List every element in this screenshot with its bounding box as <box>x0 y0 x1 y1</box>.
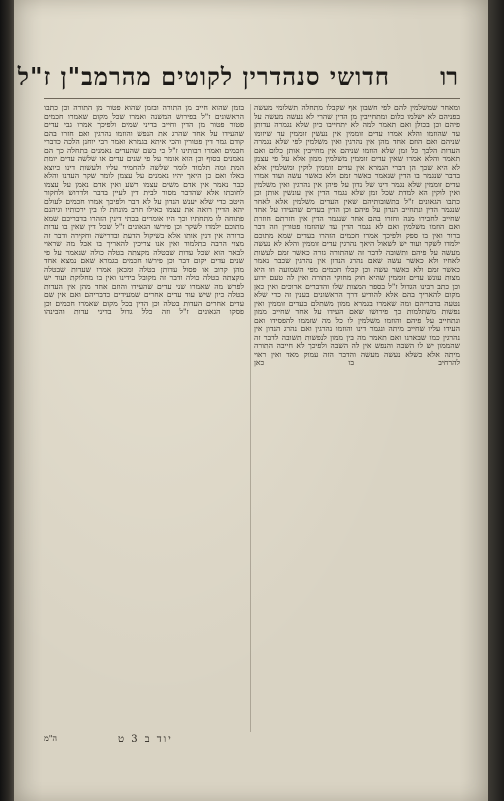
document-page <box>14 0 488 801</box>
running-header <box>17 60 460 99</box>
column-divider <box>250 104 251 732</box>
book-edge-shadow <box>488 0 504 801</box>
paragraph: ומאחר שמשלמין להם לפי חשבון אף שקבלו מתחלה תשלומי מעשה בפניהם לא ישלמו כלום ומתחייבין מן הדין שהרי לא נעשה מעשה על פיהם וכן בכולן ואם תאמר למה לא יתחייבו כיון שלא נגמרה עדותן עד שהוזמו והלא אמרו עדים זוממין אין נעשין זוממין עד שיזומו שניהם ואם הוזם אחד מהן אין נהרגין ואין משלמין לפי שלא נגמרה העדות הלכך כל זמן שלא הוזמו שניהם אין מחייבין אותן כלום ואם תאמר והלא אמרו שאין עדים זוממין משלמין ממון אלא על פי עצמן לא היא שכך הן דברי הגמרא אין עדים זוממין לוקין ומשלמין אלא בדבר שנגמר בו הדין שנאמר כאשר זמם ולא כאשר עשה ועוד אמרו עדים זוממין שלא נגמר דינו של נדון על פיהן אין נהרגין ואין משלמין ואין לוקין הא למדת שכל זמן שלא נגמר הדין אין עונשין אותן וכן כתבו הגאונים ז"ל בתשובותיהם שאין העדים משלמין אלא לאחר שנגמר הדין ונתחייב הנדון על פיהם וכן הדין בעדים שהעידו על אחד שחייב לחבירו מנה וחזרו בהם אחר שנגמר הדין אין חזרתם חוזרת ואם הוזמו משלמין ואם לא נגמר הדין עד שהוזמו פטורין וזה דבר ברור ואין בו ספק ולפיכך אמרו חכמים הזהרו בעדים שמא מתוכם ילמדו לשקר ועוד יש לשאול היאך נהרגין עדים זוממין והלא לא נעשה מעשה על פיהם ותשובה לדבר זה שהתורה גזרה כאשר זמם לעשות לאחיו ולא כאשר עשה שאם נהרג הנדון אין נהרגין שכבר נאמר כאשר זמם ולא כאשר עשה וכן קבלו חכמים מפי השמועה וזו היא מצות עונש עדים זוממין שהיא חוק מחוקי התורה ואין לה טעם ידוע וכן כתב רבינו הגדול ז"ל בספר המצות שלו והדברים ארוכים ואין כאן מקום להאריך בהם אלא להודיע דרך הראשונים בענין זה כדי שלא נטעה בדבריהם ומה שאמרו בגמרא ממון משתלם בעדים זוממין ואין נפשות משתלמות כך פירושו שאם העידו על אחד שחייב ממון ונתחייב על פיהם והוזמו משלמין לו כל מה שזממו להפסידו ואם העידו עליו שחייב מיתה ונגמר דינו והוזמו נהרגין ואם נהרג הנדון אין נהרגין כמו שבארנו ואם תאמר מה בין ממון לנפשות תשובה לדבר זה שהממון יש לו השבה והנפש אין לה השבה ולפיכך לא חייבה התורה מיתה אלא כשלא נעשה מעשה והדבר הזה עמוק מאד ואין ראוי להרחיב בו כאן <box>254 104 460 367</box>
paragraph: בזמן שהוא חייב מן התורה ובזמן שהוא פטור מן התורה וכן כתבו הראשונים ז"ל בפירוש המשנה ואמרו שכל מקום שאמרו חכמים פטור פטור מן הדין וחייב בדיני שמים ולפיכך אמרו גבי עדים שהעידו על אחד שהרג את הנפש והוזמו נהרגין ואם חזרו בהם קודם גמר דין פטורין והכי איתא בגמרא ואמר רבי יוחנן הלכה כדברי חכמים ואמרו רבותינו ז"ל כי כשם שהעדים נאמנים בתחלה כך הם נאמנים בסוף וכן הוא אומר על פי שנים עדים או שלשה עדים יומת המת ומה תלמוד לומר שלשה להחמיר עליו ולעשות דינו כיוצא באלו ואם כן היאך יהיו נאמנים על עצמן לומר שקר העדנו והלא כבר נאמר אין אדם משים עצמו רשע ואין אדם נאמן על עצמו לחובתו אלא שהדבר מסור לבית דין לעיין בדבר ולדרוש ולחקור היטב כדי שלא יענש הנדון על לא דבר ולפיכך אמרו חכמים לעולם יהא הדיין רואה את עצמו כאילו חרב מונחת לו בין ירכותיו וגיהנם פתוחה לו מתחתיו וכך היו אומרים בבתי דינין הזהרו בדבריכם שמא מתוכם ילמדו לשקר וכן פירשו הגאונים ז"ל שכל דין שאין בו עדות ברורה אין דנין אותו אלא בשיקול הדעת ובדרישה וחקירה ודבר זה מצוי הרבה בתלמוד ואין אנו צריכין להאריך בו אבל מה שראוי לבאר הוא שכל עדות שבטלה מקצתה בטלה כולה שנאמר על פי שנים עדים יקום דבר וכן פירשו חכמים בגמרא שאם נמצא אחד מהן קרוב או פסול עדותן בטלה ומכאן אמרו שעדות שבטלה מקצתה בטלה כולה ודבר זה מקובל בידינו ואין בו מחלוקת ועוד יש לפרש מה שאמרו שני עדים שהעידו והוזם אחד מהן אין העדות בטלה כיון שיש עוד עדים אחרים שמעידים כדבריהם ואם אין שם עדים אחרים העדות בטלה וכן הדין בכל מקום שאמרו חכמים וכן פסקו הגאונים ז"ל וזה כלל גדול בדיני עדות והבינהו <box>44 104 244 316</box>
folio-number: רו <box>440 62 458 91</box>
text-column-right <box>254 104 460 732</box>
book-spine-shadow <box>0 0 14 801</box>
text-column-left <box>44 104 244 732</box>
signature-mark: יוד ב 3 ט <box>118 734 173 745</box>
page-title: חדושי סנהדרין לקוטים מהרמב"ן ז"ל <box>17 62 390 91</box>
text-columns <box>44 104 460 732</box>
page-footer <box>44 734 460 750</box>
catchword: ה"מ <box>44 734 58 743</box>
